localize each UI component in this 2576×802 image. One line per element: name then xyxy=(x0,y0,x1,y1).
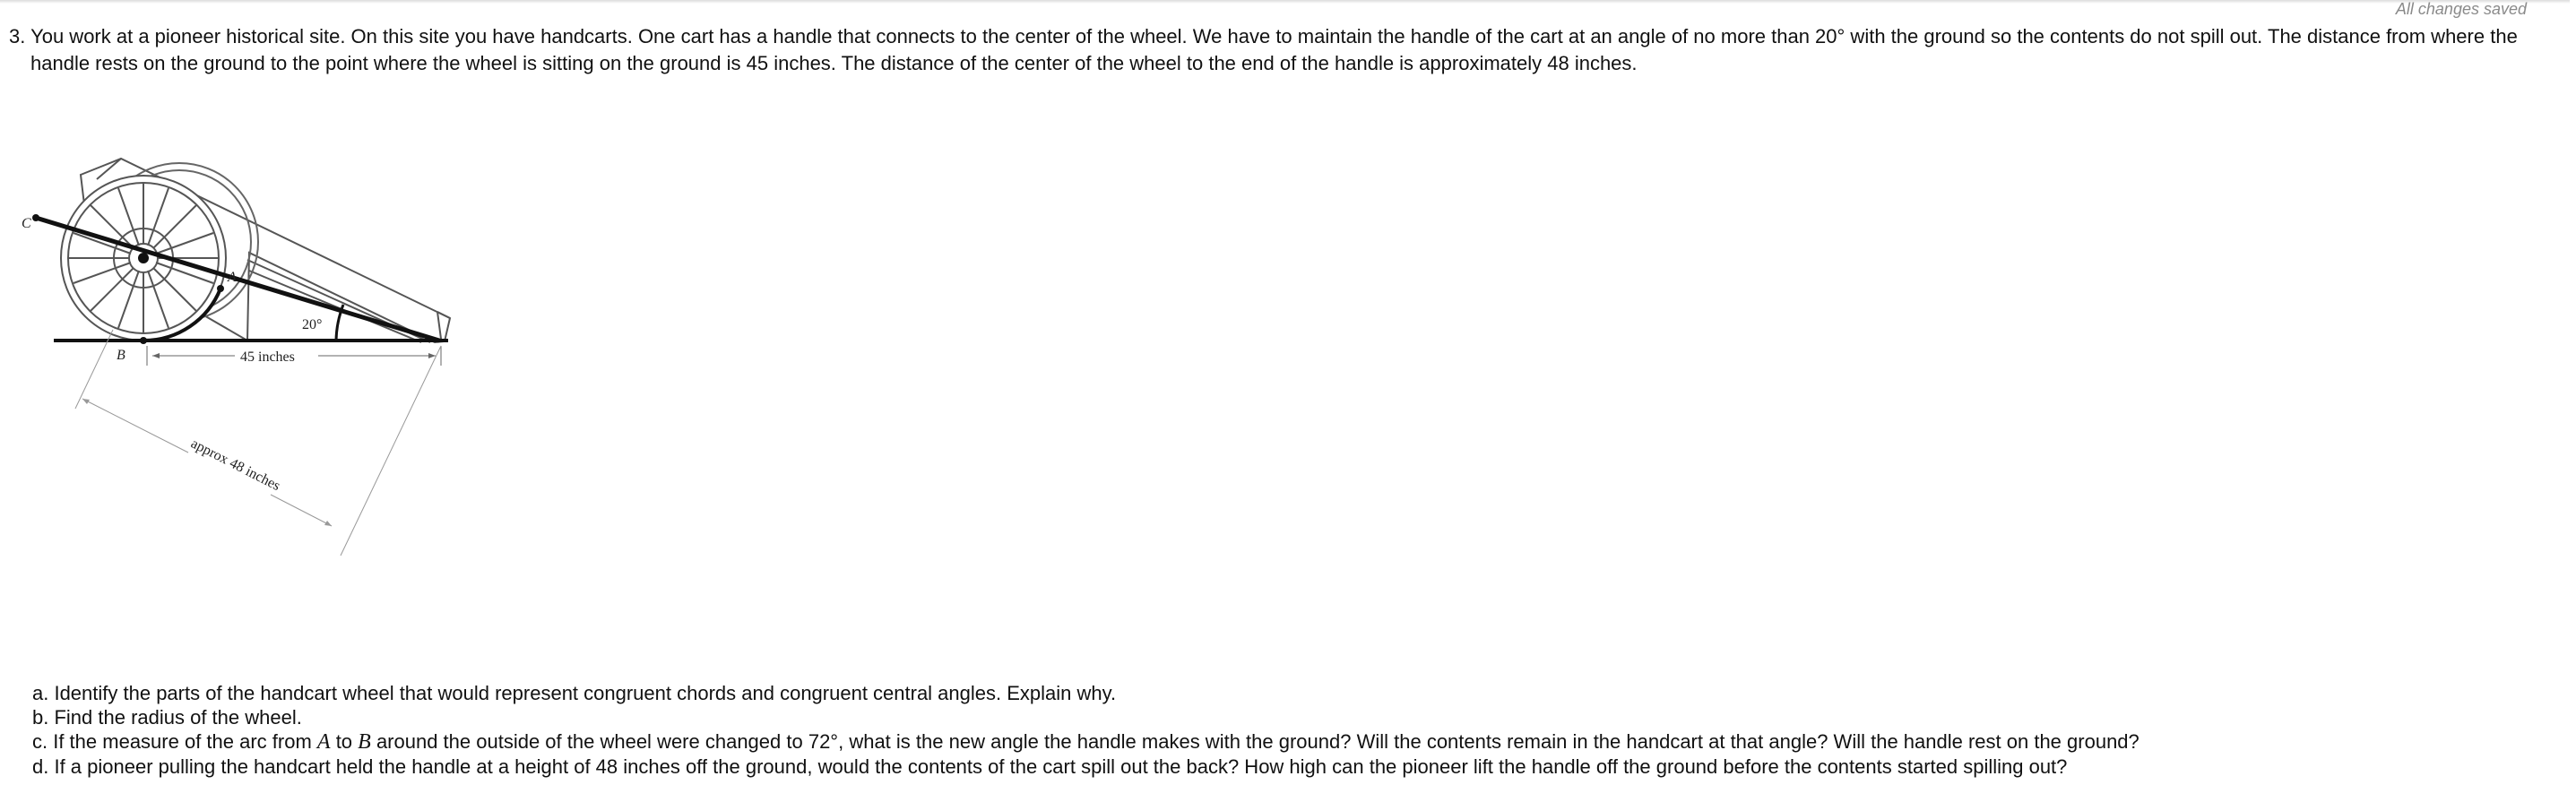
question-list xyxy=(32,681,2542,779)
question-c xyxy=(32,729,2542,755)
label-b: B xyxy=(117,348,125,363)
problem-statement: 3. You work at a pioneer historical site. On this site you have handcarts. One cart has a handle that connects to the center of the wheel. We have to maintain the handle of the cart at an angle of no more than 20° with the ground so the contents do not spill out. The distance from where the handle rests on the ground to the point where the wheel is sitting on the ground is 45 inches. The distance of the center of the wheel to the end of the handle is approximately 48 inches. xyxy=(9,25,2518,74)
question-d: d. If a pioneer pulling the handcart held the handle at a height of 48 inches off the ground, would the contents of the cart spill out the back? How high can the pioneer lift the handle off the ground before the contents started spilling out? xyxy=(32,755,2068,778)
top-divider xyxy=(0,0,2570,4)
question-a: a. Identify the parts of the handcart wheel that would represent congruent chords and congruent central angles. Explain why. xyxy=(32,682,1117,704)
question-b: b. Find the radius of the wheel. xyxy=(32,706,302,729)
question-c-suffix: around the outside of the wheel were changed to 72°, what is the new angle the handle makes with the ground? Will the contents remain in the handcart at that angle? Will the handle rest on the ground? xyxy=(370,730,2139,753)
point-b xyxy=(140,337,147,344)
point-c xyxy=(32,214,39,221)
question-c-to: to xyxy=(330,730,359,753)
label-c: C xyxy=(22,216,31,231)
handcart-figure xyxy=(22,108,717,645)
handle-length-label: approx 48 inches xyxy=(188,435,283,495)
question-c-prefix: c. If the measure of the arc from xyxy=(32,730,317,753)
save-status: All changes saved xyxy=(2395,0,2527,18)
math-var-a: A xyxy=(316,730,331,754)
math-var-b: B xyxy=(358,730,371,754)
angle-label: 20° xyxy=(302,317,323,332)
point-a xyxy=(217,285,224,292)
label-a: A xyxy=(228,270,237,285)
ground-distance-label: 45 inches xyxy=(240,349,295,365)
